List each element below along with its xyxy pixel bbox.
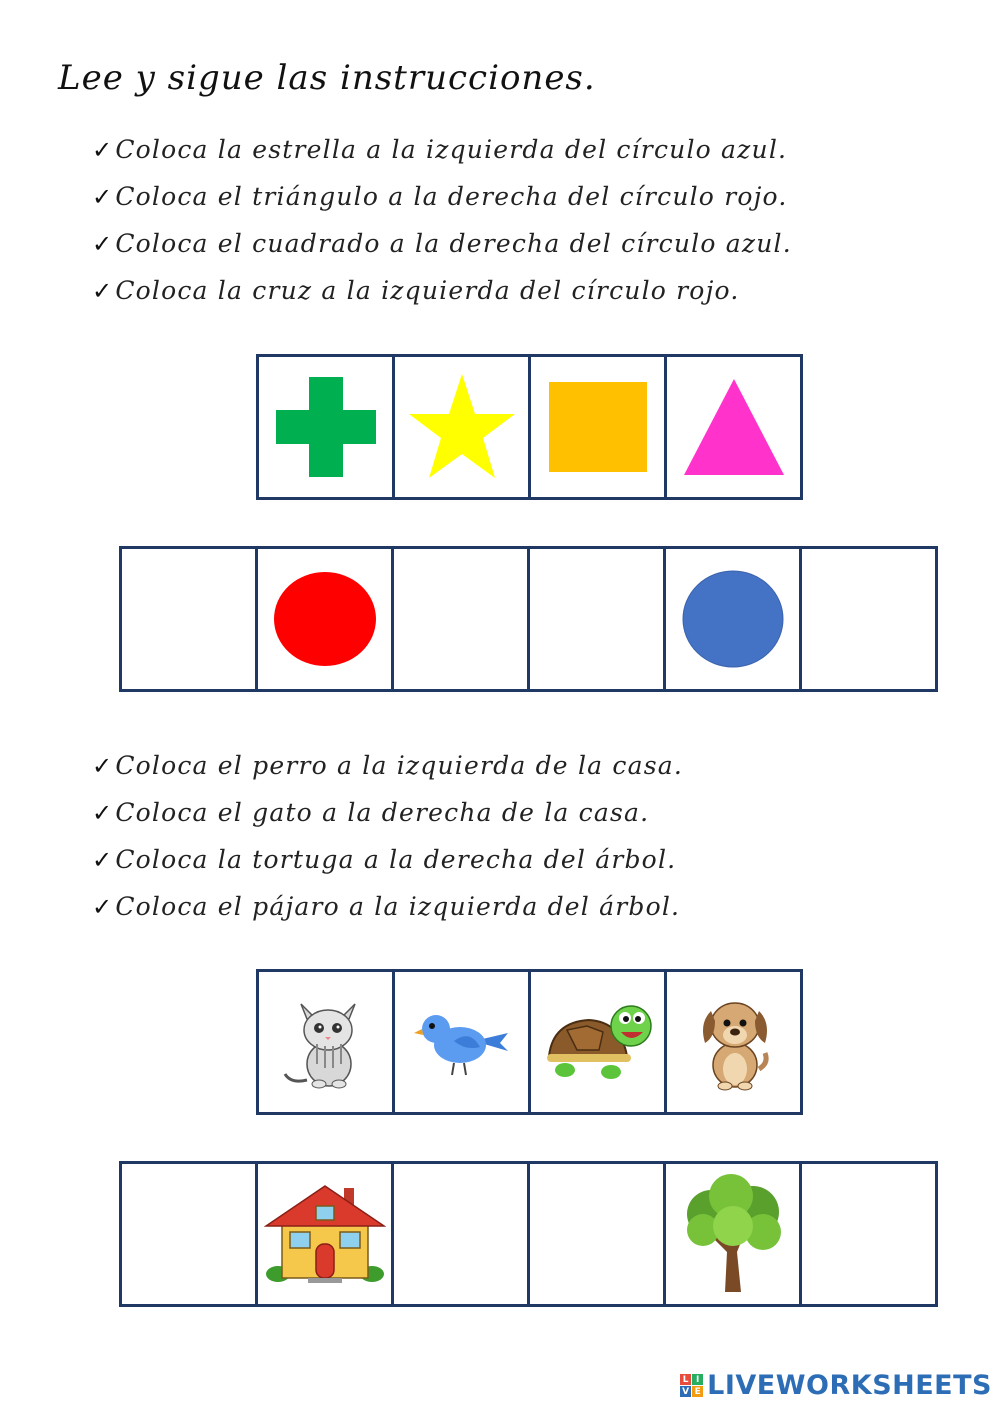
check-icon: ✓ (92, 752, 114, 780)
check-icon: ✓ (92, 183, 114, 211)
drag-tile-cat[interactable] (259, 972, 395, 1112)
instruction-item: ✓Coloca la estrella a la izquierda del círculo azul. (92, 135, 788, 164)
drop-zone[interactable] (530, 1164, 666, 1304)
drop-zone[interactable] (122, 549, 258, 689)
blue-circle-icon (682, 570, 784, 668)
drop-zone[interactable] (802, 549, 935, 689)
dog-icon (699, 993, 769, 1091)
blue-circle-cell (666, 549, 802, 689)
check-icon: ✓ (92, 277, 114, 305)
brand-name: LIVEWORKSHEETS (707, 1370, 992, 1401)
red-circle-cell (258, 549, 394, 689)
check-icon: ✓ (92, 230, 114, 258)
cross-icon (276, 377, 376, 477)
shape-tiles-row (256, 354, 803, 500)
drop-zone[interactable] (530, 549, 666, 689)
drag-tile-bird[interactable] (395, 972, 531, 1112)
instruction-item: ✓Coloca el triángulo a la derecha del círculo rojo. (92, 182, 788, 211)
drag-tile-triangle[interactable] (667, 357, 800, 497)
house-icon (264, 1184, 386, 1284)
instruction-item: ✓Coloca el perro a la izquierda de la casa. (92, 751, 683, 780)
tree-cell (666, 1164, 802, 1304)
bird-icon (414, 1007, 510, 1077)
instruction-item: ✓Coloca el cuadrado a la derecha del círculo azul. (92, 229, 792, 258)
page-title: Lee y sigue las instrucciones. (58, 58, 596, 98)
drag-tile-turtle[interactable] (531, 972, 667, 1112)
check-icon: ✓ (92, 136, 114, 164)
square-icon (549, 382, 647, 472)
house-cell (258, 1164, 394, 1304)
animal-targets-row (119, 1161, 938, 1307)
instructions-shapes (92, 126, 792, 314)
drag-tile-star[interactable] (395, 357, 531, 497)
drop-zone[interactable] (122, 1164, 258, 1304)
check-icon: ✓ (92, 893, 114, 921)
turtle-icon (543, 1000, 653, 1084)
instructions-animals (92, 742, 683, 930)
shape-targets-row (119, 546, 938, 692)
instruction-item: ✓Coloca la tortuga a la derecha del árbol. (92, 845, 677, 874)
instruction-item: ✓Coloca la cruz a la izquierda del círculo rojo. (92, 276, 740, 305)
drop-zone[interactable] (394, 1164, 530, 1304)
drag-tile-cross[interactable] (259, 357, 395, 497)
star-icon (407, 372, 517, 482)
triangle-icon (684, 379, 784, 475)
drop-zone[interactable] (802, 1164, 935, 1304)
check-icon: ✓ (92, 799, 114, 827)
red-circle-icon (273, 571, 377, 667)
tree-icon (681, 1174, 785, 1294)
animal-tiles-row (256, 969, 803, 1115)
liveworksheets-logo-icon: L I V E (680, 1374, 703, 1397)
instruction-item: ✓Coloca el gato a la derecha de la casa. (92, 798, 650, 827)
cat-icon (281, 994, 371, 1090)
instruction-item: ✓Coloca el pájaro a la izquierda del árbol. (92, 892, 681, 921)
drop-zone[interactable] (394, 549, 530, 689)
footer-branding (680, 1370, 992, 1401)
drag-tile-square[interactable] (531, 357, 667, 497)
drag-tile-dog[interactable] (667, 972, 800, 1112)
check-icon: ✓ (92, 846, 114, 874)
